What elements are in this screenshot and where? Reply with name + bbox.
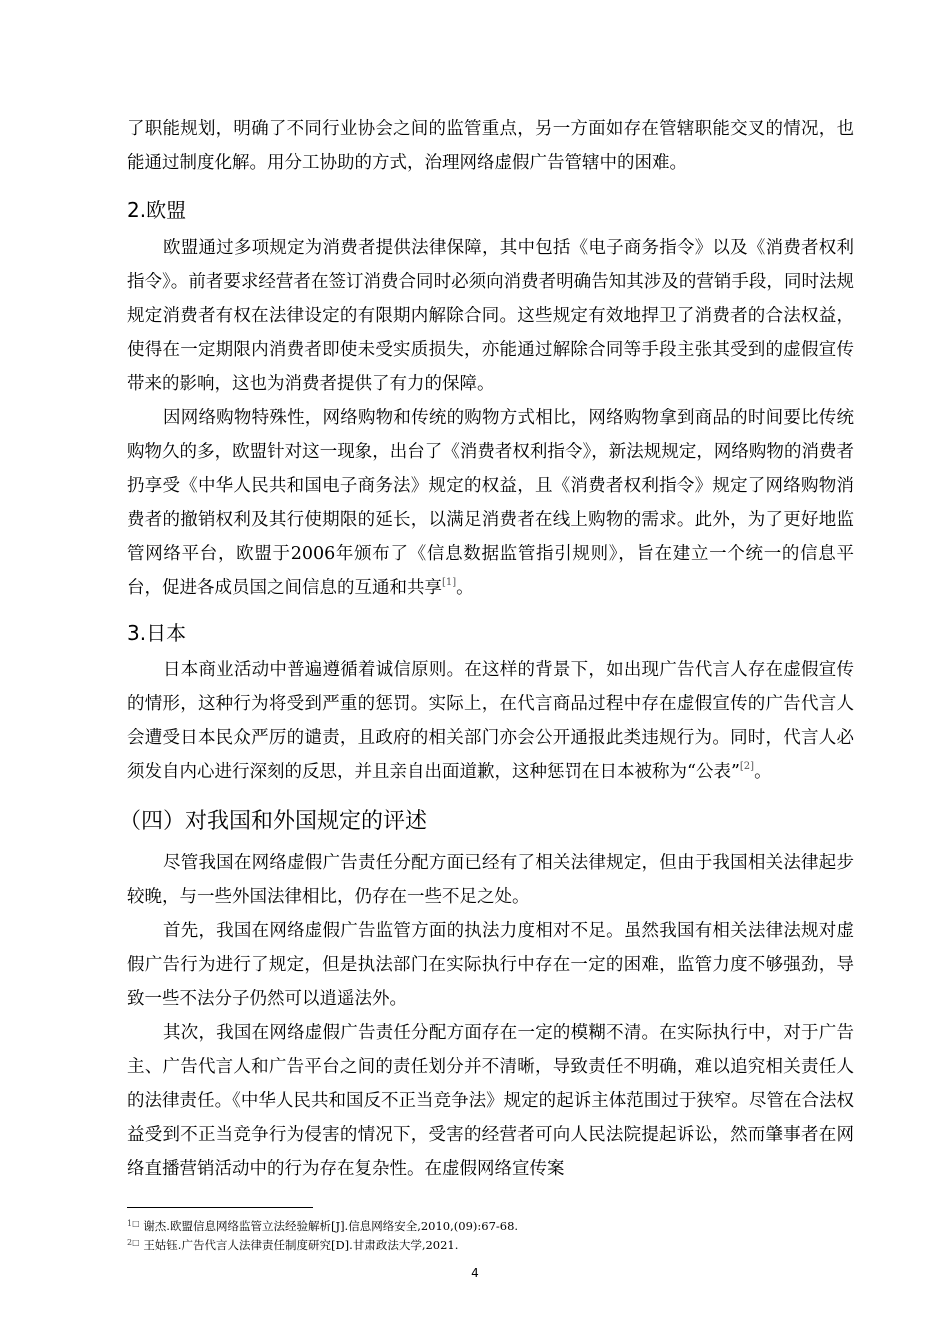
paragraph-eu-1: 欧盟通过多项规定为消费者提供法律保障，其中包括《电子商务指令》以及《消费者权利指令》。前者要求经营者在签订消费合同时必须向消费者明确告知其涉及的营销手段，同时法规规定消费者有权在法律设定的有限期内解除合同。这些规定有效地捍卫了消费者的合法权益，使得在一定期限内消费者即使未受实质损失，亦能通过解除合同等手段主张其受到的虚假宣传带来的影响，这也为消费者提供了有力的保障。 — [127, 238, 854, 394]
heading-eu: 2.欧盟 — [127, 198, 187, 222]
citation-2: [2] — [739, 761, 755, 772]
footnote-2 — [127, 1235, 458, 1253]
paragraph-eu-2-end: 。 — [456, 578, 474, 598]
paragraph-intro: 了职能规划，明确了不同行业协会之间的监管重点，另一方面如存在管辖职能交叉的情况，也能通过制度化解。用分工协助的方式，治理网络虚假广告管辖中的困难。 — [127, 119, 854, 173]
paragraph-eu-2 — [127, 401, 854, 605]
paragraph-review-3: 其次，我国在网络虚假广告责任分配方面存在一定的模糊不清。在实际执行中，对于广告主、广告代言人和广告平台之间的责任划分并不清晰，导致责任不明确，难以追究相关责任人的法律责任。《中华人民共和国反不正当竞争法》规定的起诉主体范围过于狭窄。尽管在合法权益受到不正当竞争行为侵害的情况下，受害的经营者可向人民法院提起诉讼，然而肇事者在网络直播营销活动中的行为存在复杂性。在虚假网络宣传案 — [127, 1023, 854, 1179]
paragraph-japan — [127, 653, 854, 789]
heading-japan: 3.日本 — [127, 621, 187, 645]
paragraph-eu-2-text: 因网络购物特殊性，网络购物和传统的购物方式相比，网络购物拿到商品的时间要比传统购物久的多，欧盟针对这一现象，出台了《消费者权利指令》，新法规规定，网络购物的消费者扔享受《中华人民共和国电子商务法》规定的权益，且《消费者权利指令》规定了网络购物消费者的撤销权利及其行使期限的延长，以满足消费者在线上购物的需求。此外，为了更好地监管网络平台，欧盟于2006年颁布了《信息数据监管指引规则》，旨在建立一个统一的信息平台，促进各成员国之间信息的互通和共享 — [127, 408, 854, 598]
footnote-1 — [127, 1216, 518, 1234]
paragraph-japan-text: 日本商业活动中普遍遵循着诚信原则。在这样的背景下，如出现广告代言人存在虚假宣传的情形，这种行为将受到严重的惩罚。实际上，在代言商品过程中存在虚假宣传的广告代言人会遭受日本民众严厉的谴责，且政府的相关部门亦会公开通报此类违规行为。同时，代言人必须发自内心进行深刻的反思，并且亲自出面道歉，这种惩罚在日本被称为“公表” — [127, 660, 854, 782]
paragraph-review-2: 首先，我国在网络虚假广告监管方面的执法力度相对不足。虽然我国有相关法律法规对虚假广告行为进行了规定，但是执法部门在实际执行中存在一定的困难，监管力度不够强劲，导致一些不法分子仍然可以逍遥法外。 — [127, 921, 854, 1009]
heading-review: （四）对我国和外国规定的评述 — [119, 809, 428, 834]
footnote-2-text: 王姑钰.广告代言人法律责任制度研究[D].甘肃政法大学,2021. — [143, 1238, 459, 1252]
footnote-1-mark: 1□ — [127, 1219, 140, 1228]
body-text — [119, 112, 854, 1186]
page-number: 4 — [471, 1266, 479, 1280]
paragraph-review-1: 尽管我国在网络虚假广告责任分配方面已经有了相关法律规定，但由于我国相关法律起步较晚，与一些外国法律相比，仍存在一些不足之处。 — [127, 853, 854, 907]
footnote-2-mark: 2□ — [127, 1238, 140, 1247]
paragraph-japan-end: 。 — [754, 762, 772, 782]
citation-1: [1] — [442, 577, 457, 588]
footnote-1-text: 谢杰.欧盟信息网络监管立法经验解析[J].信息网络安全,2010,(09):67-68. — [143, 1219, 519, 1233]
footnote-divider — [127, 1207, 313, 1208]
